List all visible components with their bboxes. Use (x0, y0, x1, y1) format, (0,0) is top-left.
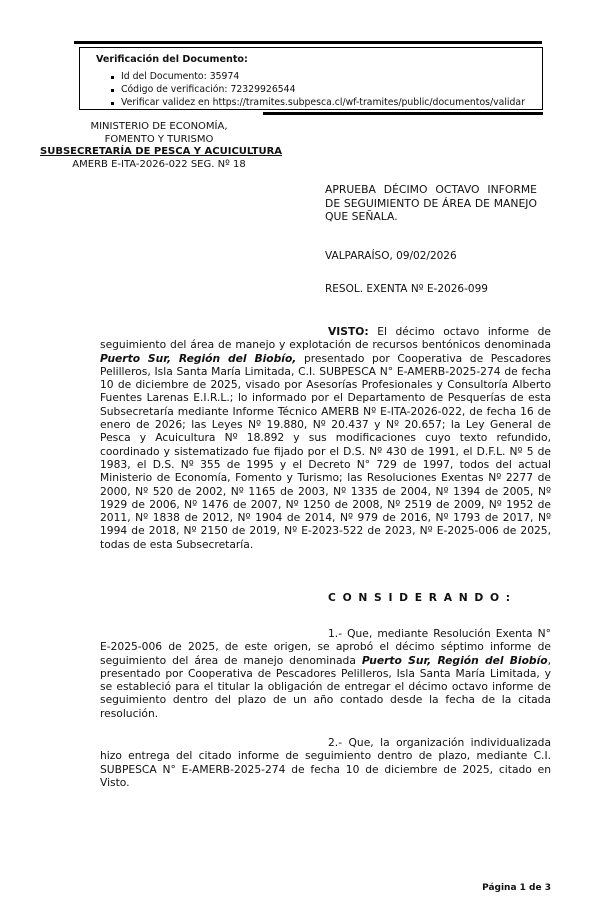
verification-item-code (111, 85, 542, 96)
visto-text-2: presentado por Cooperativa de Pescadores Pelilleros, Isla Santa María Limitada, C.I. SUBPESCA N° E-AMERB-2025-274 de fecha 10 de diciembre de 2025, visado por Asesorías Profesionales y Consultoría Alberto Fuentes Larenas E.I.R.L.; lo informado por el Departamento de Pesquerías de esta Subsecretaría mediante Informe Técnico AMERB Nº E-ITA-2026-022, de fecha 16 de enero de 2026; las Leyes Nº 19.880, Nº 20.437 y Nº 20.657; la Ley General de Pesca y Acuicultura Nº 18.892 y sus modificaciones cuyo texto refundido, coordinado y sistematizado fue fijado por el D.S. Nº 430 de 1991, el D.F.L. Nº 5 de 1983, el D.S. Nº 355 de 1995 y el Decreto N° 729 de 1997, todos del actual Ministerio de Economía, Fomento y Turismo; las Resoluciones Exentas Nº 2277 de 2000, Nº 520 de 2002, Nº 1165 de 2003, Nº 1335 de 2004, Nº 1394 de 2005, Nº 1929 de 2006, Nº 1476 de 2007, Nº 1250 de 2008, Nº 2519 de 2009, Nº 1952 de 2011, Nº 1838 de 2012, Nº 1904 de 2014, Nº 979 de 2016, Nº 1793 de 2017, Nº 1994 de 2018, Nº 2150 de 2019, Nº E-2023-522 de 2023, Nº E-2025-006 de 2025, todas de esta Subsecretaría. (100, 351, 551, 551)
verification-box (79, 47, 543, 110)
verification-url-text: Verificar validez en https://tramites.subpesca.cl/wf-tramites/public/documentos/validar (121, 97, 525, 108)
considerando-paragraph-2 (100, 736, 551, 789)
letterhead (40, 121, 283, 171)
considerando-paragraph-1 (100, 627, 551, 720)
bullet-icon (111, 102, 114, 105)
bullet-icon (111, 89, 114, 92)
document-subject: APRUEBA DÉCIMO OCTAVO INFORME DE SEGUIMIENTO DE ÁREA DE MANEJO QUE SEÑALA. (325, 183, 537, 223)
verification-list (111, 72, 542, 109)
verification-title: Verificación del Documento: (96, 54, 248, 65)
considerando-heading: C O N S I D E R A N D O : (328, 591, 512, 604)
amerb-reference: AMERB E-ITA-2026-022 SEG. Nº 18 (72, 158, 246, 170)
ministry-line-1: MINISTERIO DE ECONOMÍA, (90, 121, 228, 132)
top-rule (74, 41, 542, 44)
visto-paragraph (100, 325, 551, 551)
verification-item-label: Código de verificación: 72329926544 (121, 84, 296, 95)
area-name: Puerto Sur, Región del Biobío (361, 653, 548, 667)
verification-item-url (111, 98, 542, 109)
visto-text-1: El décimo octavo informe de seguimiento del área de manejo y explotación de recursos bentónicos denominada (100, 325, 551, 352)
subsecretaria-line: SUBSECRETARÍA DE PESCA Y ACUICULTURA (40, 146, 283, 158)
place-date: VALPARAÍSO, 09/02/2026 (325, 250, 457, 262)
verification-item-document-id (111, 72, 542, 83)
considerando2-text-1: Que, la organización individualizada hizo entrega del citado informe de seguimiento dentro de plazo, mediante C.I. SUBPESCA N° E-AMERB-2025-274 de fecha 10 de diciembre de 2025, citado en Visto. (100, 736, 551, 789)
bottom-rule (263, 112, 543, 115)
page-footer: Página 1 de 3 (482, 883, 551, 893)
bullet-icon (111, 76, 114, 79)
area-name: Puerto Sur, Región del Biobío, (100, 351, 297, 365)
visto-label: VISTO: (328, 325, 369, 338)
paragraph-number: 1.- (328, 627, 343, 640)
ministry-line-2: FOMENTO Y TURISMO (104, 133, 214, 145)
considerando1-text-1: Que, mediante Resolución Exenta N° E-2025-006 de 2025, de este origen, se aprobó el décimo séptimo informe de seguimiento del área de manejo denominada (100, 627, 551, 667)
resolution-number: RESOL. EXENTA Nº E-2026-099 (325, 283, 488, 295)
verification-item-label: Id del Documento: 35974 (121, 71, 240, 82)
paragraph-number: 2.- (328, 736, 343, 749)
considerando1-text-2: , presentado por Cooperativa de Pescadores Pelilleros, Isla Santa María Limitada, y se estableció para el titular la obligación de entregar el décimo octavo informe de seguimiento dentro del plazo de un año contado desde la fecha de la citada resolución. (100, 653, 551, 720)
